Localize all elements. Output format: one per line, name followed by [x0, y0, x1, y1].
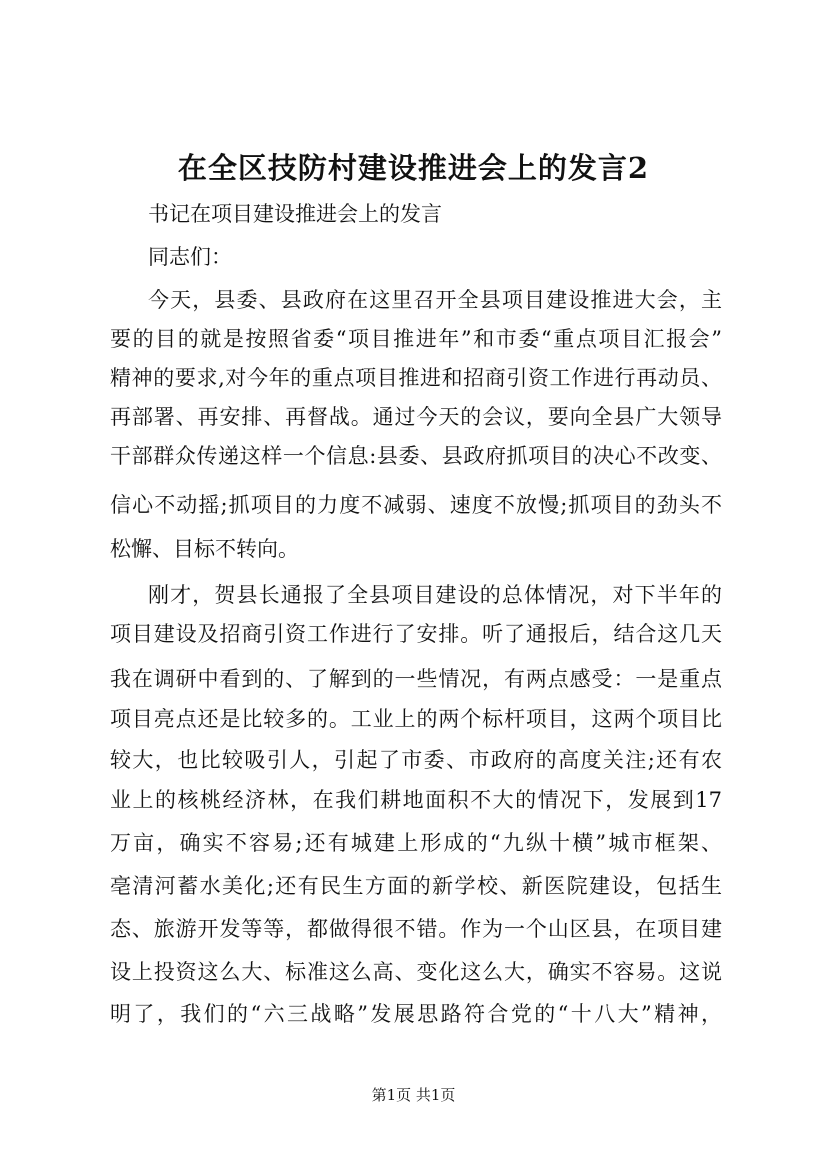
salutation-line: 同志们： — [148, 245, 232, 269]
paragraph-line: 明了，我们的“六三战略”发展思路符合党的“十八大”精神， — [110, 1002, 722, 1026]
paragraph-line: 干部群众传递这样一个信息:县委、县政府抓项目的决心不改变、 — [110, 444, 722, 468]
paragraph-line: 信心不动摇;抓项目的力度不减弱、速度不放慢;抓项目的劲头不 — [110, 493, 722, 517]
paragraph-line: 今天，县委、县政府在这里召开全县项目建设推进大会，主 — [148, 288, 722, 312]
paragraph-line: 要的目的就是按照省委“项目推进年”和市委“重点项目汇报会” — [110, 327, 722, 351]
paragraph-line: 业上的核桃经济林，在我们耕地面积不大的情况下，发展到17 — [110, 788, 722, 812]
subtitle-line: 书记在项目建设推进会上的发言 — [148, 202, 442, 226]
paragraph-line: 再部署、再安排、再督战。通过今天的会议，要向全县广大领导 — [110, 405, 722, 429]
paragraph-line: 万亩，确实不容易;还有城建上形成的“九纵十横”城市框架、 — [110, 831, 722, 855]
paragraph-line: 我在调研中看到的、了解到的一些情况，有两点感受：一是重点 — [110, 667, 722, 691]
paragraph-line: 设上投资这么大、标准这么高、变化这么大，确实不容易。这说 — [110, 960, 722, 984]
paragraph-line: 项目亮点还是比较多的。工业上的两个标杆项目，这两个项目比 — [110, 707, 722, 731]
paragraph-line: 刚才，贺县长通报了全县项目建设的总体情况，对下半年的 — [148, 583, 722, 607]
paragraph-line: 较大，也比较吸引人，引起了市委、市政府的高度关注;还有农 — [110, 748, 722, 772]
document-title: 在全区技防村建设推进会上的发言2 — [177, 151, 650, 185]
page-footer: 第1页 共1页 — [371, 1086, 456, 1104]
paragraph-line: 亳清河蓄水美化;还有民生方面的新学校、新医院建设，包括生 — [110, 874, 722, 898]
paragraph-line: 精神的要求,对今年的重点项目推进和招商引资工作进行再动员、 — [110, 366, 722, 390]
paragraph-line: 态、旅游开发等等，都做得很不错。作为一个山区县，在项目建 — [110, 917, 722, 941]
paragraph-line: 项目建设及招商引资工作进行了安排。听了通报后，结合这几天 — [110, 622, 722, 646]
paragraph-line: 松懈、目标不转向。 — [110, 537, 299, 561]
